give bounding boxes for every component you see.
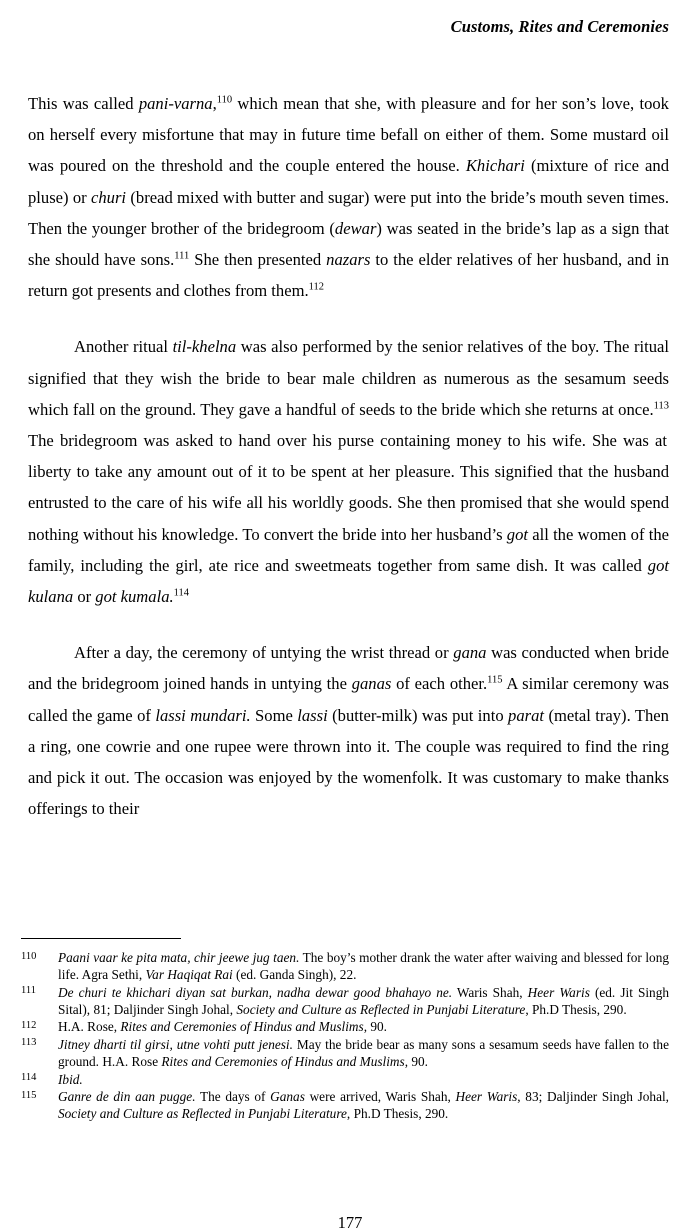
- italic-term: got kumala.: [95, 587, 174, 607]
- italic-term: Society and Culture as Reflected in Punjabi Literature: [58, 1106, 347, 1122]
- footnote-item: [21, 1018, 669, 1035]
- text-run: Another ritual: [74, 337, 173, 357]
- italic-term: got kulana: [28, 555, 669, 607]
- footnote-reference: 114: [173, 587, 190, 599]
- body-paragraph: [28, 88, 669, 306]
- text-run: (mixture of rice and pluse) or: [28, 156, 669, 207]
- text-run: ) was seated in the bride’s lap as a sign that she should have sons.: [28, 218, 669, 270]
- italic-term: dewar: [334, 218, 377, 238]
- footnote-text: [58, 1088, 669, 1122]
- text-run: The bridegroom was asked to hand over his purse containing money to his wife. She was at liberty to take any amount out of it to be spent at her pleasure. This signified that the husband entrusted to the care of his wife all his worldly goods. She then promised that she would spend nothing without his knowledge. To convert the bride into her husband’s: [28, 431, 669, 544]
- text-run: of each other.: [391, 674, 488, 694]
- italic-term: pani-varna: [138, 94, 213, 113]
- text-run: After a day, the ceremony of untying the wrist thread or: [74, 643, 454, 663]
- body-text: [28, 88, 669, 824]
- text-run: A similar ceremony was called the game of: [28, 674, 669, 725]
- text-run: Some: [250, 705, 298, 725]
- italic-term: gana: [453, 643, 487, 663]
- footnote-item: [21, 1071, 669, 1088]
- footnote-number: 112: [21, 1019, 37, 1031]
- italic-term: lassi: [297, 705, 328, 725]
- footnote-text: [58, 1036, 669, 1070]
- italic-term: Heer Waris: [455, 1089, 518, 1105]
- text-run: was conducted when bride and the bridegroom joined hands in untying the: [28, 643, 669, 694]
- text-run: was also performed by the senior relatives of the boy. The ritual signified that they wish the bride to bear male children as numerous as the sesamum seeds which fall on the ground. They gave a handful of seeds to the bride which she returns at once.: [28, 337, 669, 419]
- footnote-number: 115: [21, 1089, 37, 1101]
- text-run: The days of: [195, 1089, 271, 1105]
- italic-term: Rites and Ceremonies of Hindus and Muslims: [120, 1019, 364, 1035]
- italic-term: Heer Waris: [527, 984, 590, 1000]
- text-run: This was called: [28, 94, 139, 113]
- footnote-text: [58, 984, 669, 1018]
- footnote-list: [21, 949, 669, 1123]
- text-run: (bread mixed with butter and sugar) were put into the bride’s mouth seven times. Then the younger brother of the bridegroom (: [28, 187, 669, 238]
- footnote-number: 113: [21, 1037, 37, 1049]
- italic-term: Khichari: [465, 156, 525, 176]
- text-run: , 90.: [404, 1054, 428, 1070]
- text-run: (butter-milk) was put into: [327, 705, 509, 725]
- text-run: She then presented: [189, 250, 327, 270]
- text-run: H.A. Rose,: [58, 1019, 121, 1035]
- text-run: to the elder relatives of her husband, and in return got presents and clothes from them.: [28, 250, 669, 301]
- footnote-text: [58, 1071, 669, 1088]
- text-run: , 83; Daljinder Singh Johal,: [517, 1089, 669, 1105]
- footnote-item: [21, 1036, 669, 1070]
- running-head: Customs, Rites and Ceremonies: [450, 17, 669, 36]
- italic-term: De churi te khichari diyan sat burkan, nadha dewar good bhahayo ne.: [58, 984, 453, 1000]
- text-run: The boy’s mother drank the water after waiving and blessed for long life. Agra Sethi,: [58, 950, 669, 983]
- italic-term: Ibid.: [58, 1071, 83, 1087]
- text-run: (metal tray). Then a ring, one cowrie and one rupee were thrown into it. The couple was required to find the ring and pick it out. The occasion was enjoyed by the womenfolk. It was customary to make thanks offerings to their: [28, 705, 669, 819]
- italic-term: Ganas: [270, 1089, 305, 1105]
- footnote-reference: 110: [216, 94, 233, 106]
- text-run: which mean that she, with pleasure and for her son’s love, took on herself every misfortune that may in future time befall on either of them. Some mustard oil was poured on the threshold and the couple entered the house.: [28, 94, 669, 176]
- text-run: May the bride bear as many sons a sesamum seeds have fallen to the ground. H.A. Rose: [58, 1036, 669, 1070]
- footnote-item: [21, 984, 669, 1018]
- footnote-reference: 112: [308, 281, 325, 293]
- footnote-item: [21, 1088, 669, 1122]
- italic-term: parat: [508, 705, 545, 725]
- footnote-separator-rule: [21, 938, 181, 939]
- italic-term: Ganre de din aan pugge.: [58, 1089, 196, 1105]
- text-run: all the women of the family, including the girl, ate rice and sweetmeats together from same dish. It was called: [28, 524, 669, 575]
- footnote-reference: 115: [487, 674, 503, 686]
- text-run: , Ph.D Thesis, 290.: [346, 1106, 449, 1122]
- text-run: or: [73, 587, 96, 607]
- text-run: were arrived, Waris Shah,: [304, 1089, 456, 1105]
- italic-term: ganas: [351, 674, 392, 694]
- footnote-number: 110: [21, 950, 37, 962]
- body-paragraph: [28, 637, 669, 824]
- page-number: 177: [337, 1213, 363, 1232]
- italic-term: nazars: [326, 250, 371, 270]
- text-run: Waris Shah,: [452, 984, 528, 1000]
- footnote-reference: 111: [174, 250, 190, 262]
- italic-term: Jitney dharti til girsi, utne vohti putt jenesi.: [58, 1036, 293, 1052]
- text-run: (ed. Jit Singh Sital), 81; Daljinder Singh Johal,: [58, 984, 669, 1017]
- footnote-text: [58, 1018, 669, 1035]
- body-paragraph: [28, 331, 669, 612]
- italic-term: Var Haqiqat Rai: [145, 967, 233, 983]
- italic-term: got: [506, 524, 529, 544]
- text-run: (ed. Ganda Singh), 22.: [232, 967, 357, 983]
- italic-term: churi: [91, 187, 127, 207]
- text-run: ,: [212, 94, 217, 113]
- italic-term: Paani vaar ke pita mata, chir jeewe jug taen.: [58, 950, 300, 965]
- text-run: , 90.: [363, 1019, 387, 1035]
- italic-term: til-khelna: [172, 337, 237, 357]
- footnote-number: 111: [21, 985, 36, 997]
- italic-term: lassi mundari.: [155, 705, 251, 725]
- footnote-reference: 113: [653, 400, 669, 412]
- footnote-number: 114: [21, 1072, 37, 1084]
- footnote-text: [58, 949, 669, 983]
- text-run: , Ph.D Thesis, 290.: [525, 1001, 627, 1017]
- footnote-item: [21, 949, 669, 983]
- italic-term: Rites and Ceremonies of Hindus and Muslims: [161, 1054, 405, 1070]
- italic-term: Society and Culture as Reflected in Punjabi Literature: [236, 1001, 526, 1017]
